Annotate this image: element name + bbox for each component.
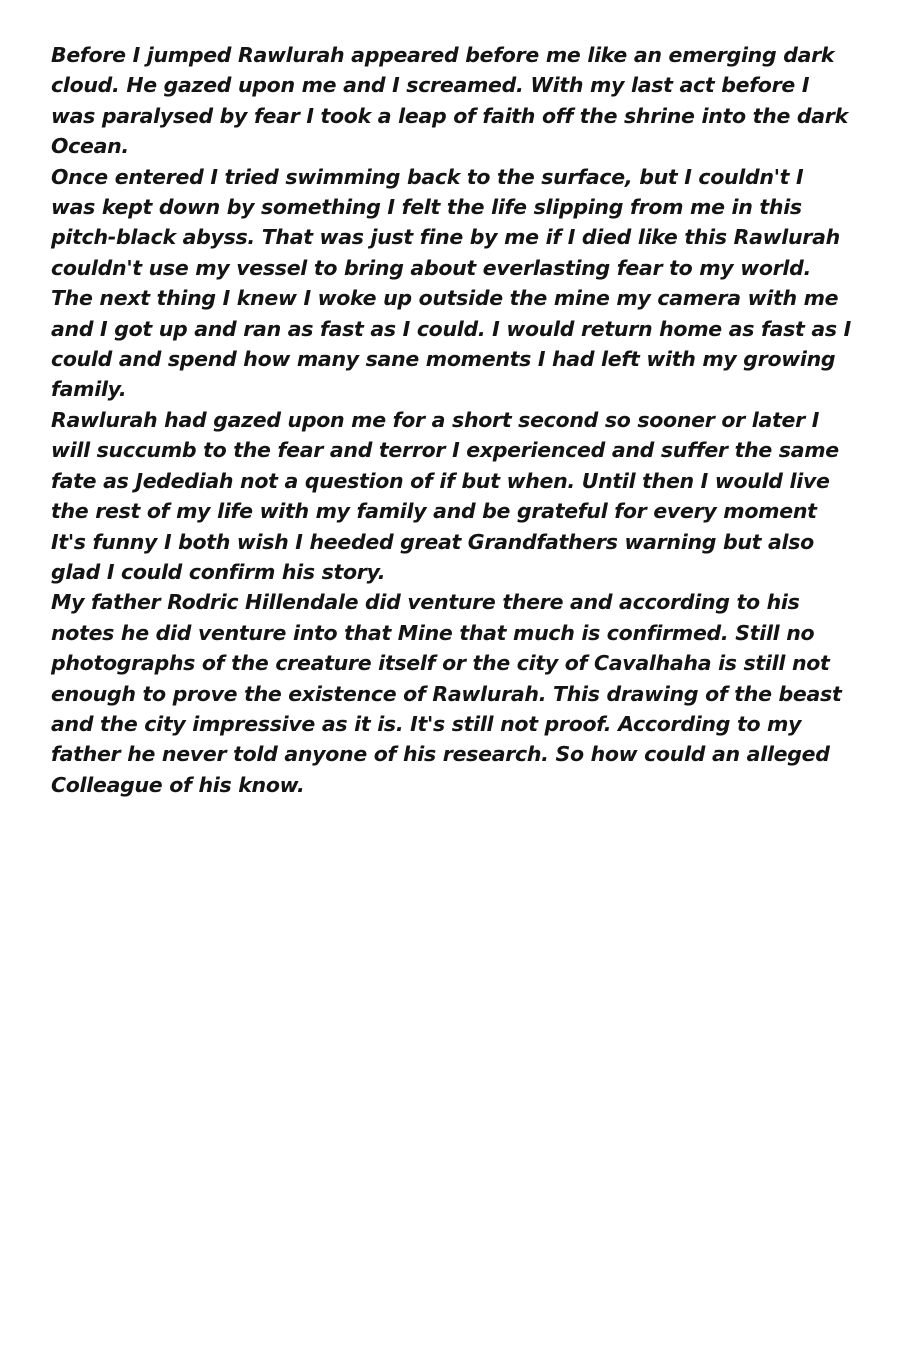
paragraph-2: Once entered I tried swimming back to the surface, but I couldn't I was kept down by something I felt the life slipping from me in this pitch-black abyss. That was just fine by me if I died like this Rawlurah couldn't use my vessel to bring about everlasting fear to my world. — [51, 164, 840, 280]
paragraph-1: Before I jumped Rawlurah appeared before me like an emerging dark cloud. He gazed upon me and I screamed. With my last act before I was paralysed by fear I took a leap of faith off the shrine into the dark Ocean. — [51, 43, 848, 159]
paragraph-4: Rawlurah had gazed upon me for a short second so sooner or later I will succumb to the fear and terror I experienced and suffer the same fate as Jedediah not a question of if but when. Until then I would live the rest of my life with my family and be grateful for every moment It's funny I both wish I heeded great Grandfathers warning but also glad I could confirm his story. — [51, 407, 839, 584]
paragraph-5: My father Rodric Hillendale did venture there and according to his notes he did venture into that Mine that much is confirmed. Still no photographs of the creature itself or the city of Cavalhaha is still not enough to prove the existence of Rawlurah. This drawing of the beast and the city impressive as it is. It's still not proof. According to my father he never told anyone of his research. So how could an alleged Colleague of his know. — [51, 590, 842, 797]
paragraph-3: The next thing I knew I woke up outside the mine my camera with me and I got up and ran as fast as I could. I would return home as fast as I could and spend how many sane moments I had left with my growing family. — [51, 286, 851, 402]
document-text — [51, 40, 851, 800]
